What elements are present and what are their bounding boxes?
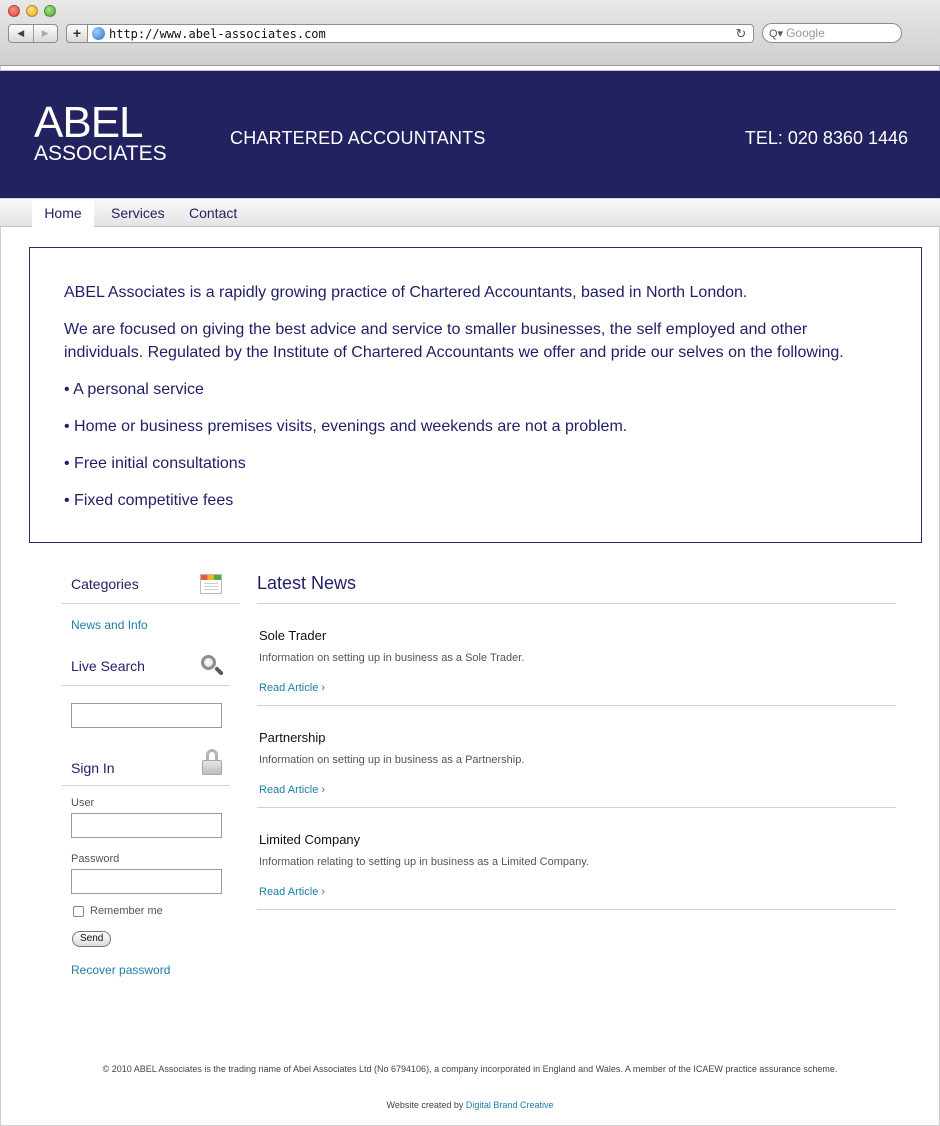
read-article-link[interactable]: Read Article ›: [259, 784, 326, 796]
logo-main-text: ABEL: [34, 98, 143, 147]
article-title: Partnership: [259, 730, 326, 745]
credit-prefix: Website created by: [386, 1100, 464, 1110]
live-search-title: Live Search: [71, 658, 145, 674]
article-title: Sole Trader: [259, 628, 327, 643]
remember-me-checkbox[interactable]: [73, 906, 84, 917]
address-bar[interactable]: [88, 24, 754, 43]
latest-news-title: Latest News: [257, 568, 896, 604]
nav-home[interactable]: Home: [32, 199, 94, 227]
back-icon[interactable]: ◀: [17, 28, 25, 38]
user-input[interactable]: [71, 813, 222, 838]
remember-me-label: Remember me: [90, 905, 163, 917]
intro-bullet: • Free initial consultations: [64, 455, 246, 472]
window-controls: [8, 5, 56, 17]
history-buttons: [8, 24, 58, 43]
news-article: [257, 706, 896, 808]
logo-sub-text: ASSOCIATES: [34, 142, 167, 165]
sign-in-heading: [62, 746, 230, 786]
intro-paragraph: We are focused on giving the best advice and service to smaller businesses, the self employed and other individuals. Regulated by the Institute of Chartered Accountants we offer and pride our selves on the following.: [64, 321, 844, 361]
footer-copyright: © 2010 ABEL Associates is the trading name of Abel Associates Ltd (No 6794106), a company incorporated in England and Wales. A member of the ICAEW practice assurance scheme.: [102, 1064, 838, 1074]
calendar-icon: [200, 574, 222, 594]
latest-news: [257, 568, 896, 910]
send-row: [62, 928, 240, 947]
browser-toolbar: [0, 0, 940, 66]
browser-search-field[interactable]: [762, 23, 902, 43]
news-article: [257, 604, 896, 706]
categories-title: Categories: [71, 576, 139, 592]
sidebar: [62, 568, 240, 977]
live-search-input[interactable]: [71, 703, 222, 728]
magnifier-icon: [200, 654, 224, 678]
tagline: CHARTERED ACCOUNTANTS: [230, 128, 486, 148]
password-input[interactable]: [71, 869, 222, 894]
close-window-button[interactable]: [8, 5, 20, 17]
password-label: Password: [71, 853, 120, 865]
credit-link[interactable]: Digital Brand Creative: [465, 1100, 554, 1110]
intro-bullet: • Fixed competitive fees: [64, 492, 234, 509]
forward-icon[interactable]: ▶: [33, 25, 58, 42]
intro-bullet: • A personal service: [64, 381, 204, 398]
news-article: [257, 808, 896, 910]
article-description: Information on setting up in business as a Partnership.: [259, 754, 525, 766]
live-search-heading: [62, 650, 230, 686]
sign-in-title: Sign In: [71, 760, 115, 776]
intro-bullet: • Home or business premises visits, evenings and weekends are not a problem.: [64, 418, 628, 435]
reload-icon[interactable]: ↻: [735, 25, 747, 41]
remember-me-row: [73, 905, 240, 917]
send-button[interactable]: Send: [72, 931, 111, 947]
main-nav: [0, 198, 940, 227]
article-description: Information on setting up in business as a Sole Trader.: [259, 652, 525, 664]
site-header: [0, 70, 940, 198]
article-title: Limited Company: [259, 832, 361, 847]
globe-icon: [92, 27, 105, 40]
intro-box: [29, 247, 922, 543]
minimize-window-button[interactable]: [26, 5, 38, 17]
read-article-link[interactable]: Read Article ›: [259, 886, 326, 898]
zoom-window-button[interactable]: [44, 5, 56, 17]
telephone-number: TEL: 020 8360 1446: [744, 128, 908, 148]
nav-contact[interactable]: Contact: [189, 205, 238, 221]
categories-link-news[interactable]: News and Info: [71, 618, 148, 632]
lock-icon: [202, 749, 222, 775]
footer-credit: [0, 1100, 940, 1110]
add-bookmark-button[interactable]: +: [66, 24, 88, 43]
intro-paragraph: ABEL Associates is a rapidly growing practice of Chartered Accountants, based in North London.: [64, 284, 748, 301]
user-label: User: [71, 797, 95, 809]
nav-services[interactable]: Services: [111, 205, 165, 221]
read-article-link[interactable]: Read Article ›: [259, 682, 326, 694]
categories-heading: [62, 568, 240, 604]
search-placeholder: Google: [786, 26, 825, 40]
recover-password-link[interactable]: Recover password: [71, 963, 171, 977]
article-description: Information relating to setting up in business as a Limited Company.: [259, 856, 589, 868]
search-icon: Q▾: [769, 27, 784, 40]
url-text[interactable]: http://www.abel-associates.com: [109, 26, 326, 41]
site-logo[interactable]: [34, 98, 167, 165]
